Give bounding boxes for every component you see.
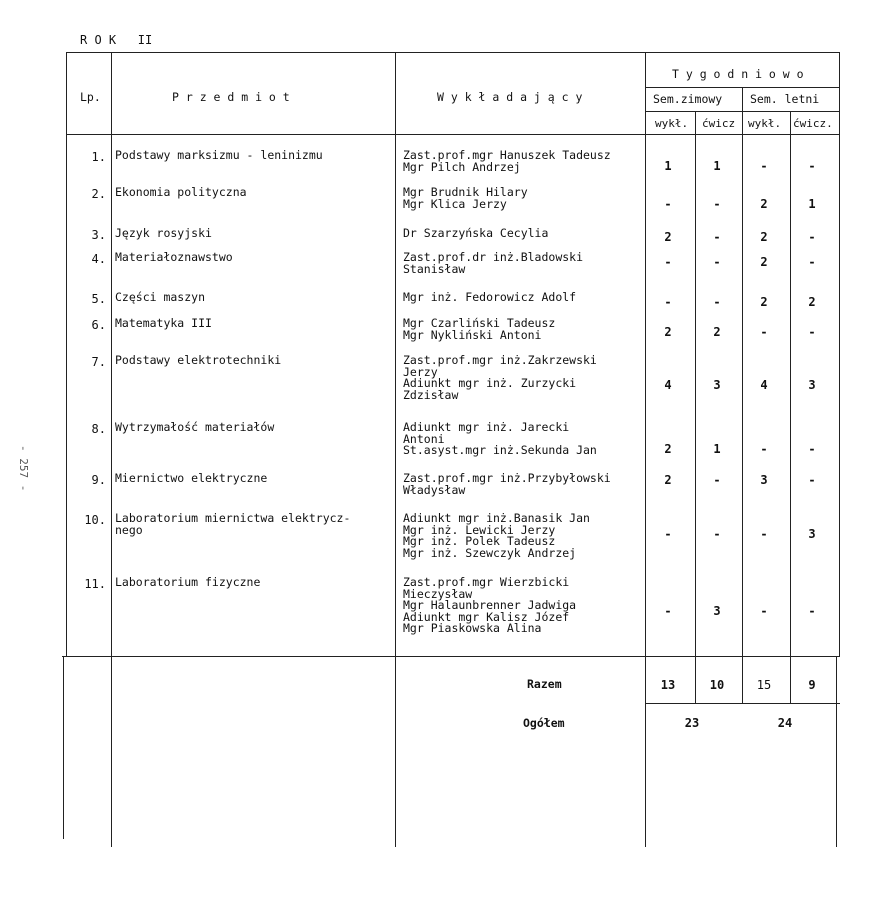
summer-lectures-hours: - (760, 442, 768, 456)
lecturer-name: Mgr Piaskowska Alina (403, 621, 542, 636)
grand-total-summer: 24 (777, 716, 793, 730)
header-summer-exercises: ćwicz. (793, 117, 833, 130)
lecturer-name: Antoni (403, 431, 445, 446)
lecturer-name: Adiunkt mgr Kalisz Józef (403, 609, 570, 624)
col-border-lp (111, 52, 112, 847)
subject-name: Podstawy marksizmu - leninizmu (115, 148, 323, 162)
subject-name: Podstawy elektrotechniki (115, 353, 282, 367)
winter-lectures-hours: 2 (664, 442, 672, 456)
grand-total-label: Ogółem (523, 716, 565, 730)
summer-lectures-hours: 2 (760, 197, 768, 211)
lecturer-name: Mgr Klica Jerzy (403, 196, 507, 211)
total-winter-lectures: 13 (660, 678, 676, 692)
lecturer-name: St.asyst.mgr inż.Sekunda Jan (403, 443, 597, 458)
total-summer-lectures: 15 (756, 678, 772, 692)
lecturer-name: Mgr Nykliński Antoni (403, 327, 542, 342)
summer-lectures-hours: 3 (760, 473, 768, 487)
row-number: 3. (91, 228, 106, 242)
lecturer-name: Zast.prof.mgr Hanuszek Tadeusz (403, 148, 611, 162)
summer-exercises-hours: - (808, 325, 816, 339)
col-border-left (66, 52, 67, 656)
summer-lectures-hours: - (760, 604, 768, 618)
winter-lectures-hours: 2 (664, 473, 672, 487)
subject-name: Matematyka III (115, 316, 212, 330)
total-winter-exercises: 10 (709, 678, 725, 692)
row-number: 8. (91, 422, 106, 436)
summer-exercises-hours: - (808, 442, 816, 456)
subject-name: Materiałoznawstwo (115, 250, 233, 264)
header-summer-lectures: wykł. (748, 117, 782, 130)
col-border-left-lower (63, 656, 64, 839)
subject-name: Język rosyjski (115, 226, 212, 240)
header-winter: Sem.zimowy (653, 92, 723, 106)
row-number: 4. (91, 252, 106, 266)
subject-name: nego (115, 522, 143, 537)
winter-lectures-hours: 4 (664, 378, 672, 392)
col-border-subject (395, 52, 396, 847)
lecturer-name: Władysław (403, 482, 466, 497)
winter-lectures-hours: - (664, 197, 672, 211)
table-top-border (66, 52, 840, 53)
summer-exercises-hours: - (808, 159, 816, 173)
winter-lectures-hours: 2 (664, 325, 672, 339)
winter-exercises-hours: 1 (713, 442, 721, 456)
totals-line (645, 703, 840, 704)
summer-lectures-hours: - (760, 159, 768, 173)
page-heading: R O K II (80, 33, 153, 47)
header-summer: Sem. letni (750, 92, 820, 106)
lecturer-name: Mgr inż. Polek Tadeusz (403, 534, 556, 549)
winter-exercises-hours: - (713, 295, 721, 309)
winter-exercises-hours: - (713, 230, 721, 244)
total-summer-exercises: 9 (808, 678, 816, 692)
summer-lectures-hours: 2 (760, 230, 768, 244)
summer-exercises-hours: - (808, 473, 816, 487)
lecturer-name: Adiunkt mgr inż.Banasik Jan (403, 511, 590, 525)
row-number: 2. (91, 187, 106, 201)
header-winter-lectures: wykł. (655, 117, 689, 130)
summer-exercises-hours: 1 (808, 197, 816, 211)
lecturer-name: Mgr Pilch Andrzej (403, 159, 521, 174)
lecturer-name: Mgr inż. Szewczyk Andrzej (403, 545, 577, 560)
winter-exercises-hours: 2 (713, 325, 721, 339)
lecturer-name: Zast.prof.mgr inż.Przybyłowski (403, 471, 611, 485)
lecturer-name: Dr Szarzyńska Cecylia (403, 226, 549, 240)
lecturer-name: Mieczysław (403, 586, 473, 601)
subject-name: Ekonomia polityczna (115, 185, 247, 199)
subject-name: Części maszyn (115, 290, 206, 304)
summer-lectures-hours: - (760, 527, 768, 541)
subject-name: Laboratorium fizyczne (115, 575, 261, 589)
row-number: 11. (84, 577, 106, 591)
summer-lectures-hours: 4 (760, 378, 768, 392)
winter-lectures-hours: 1 (664, 159, 672, 173)
winter-lectures-hours: - (664, 527, 672, 541)
winter-exercises-hours: 3 (713, 604, 721, 618)
lecturer-name: Adiunkt mgr inż. Zurzycki (403, 376, 577, 391)
summer-lectures-hours: 2 (760, 295, 768, 309)
lecturer-name: Jerzy (403, 364, 438, 379)
col-border-right (839, 52, 840, 656)
header-lecturers: W y k ł a d a j ą c y (437, 90, 583, 104)
subject-name: Wytrzymałość materiałów (115, 420, 275, 434)
row-number: 7. (91, 355, 106, 369)
lecturer-name: Mgr Brudnik Hilary (403, 185, 528, 199)
lecturer-name: Mgr inż. Fedorowicz Adolf (403, 290, 577, 304)
winter-exercises-hours: - (713, 197, 721, 211)
col-border-right-lower (836, 656, 837, 847)
summer-exercises-hours: - (808, 255, 816, 269)
subject-name: Miernictwo elektryczne (115, 471, 268, 485)
summer-exercises-hours: 3 (808, 527, 816, 541)
lecturer-name: Mgr inż. Lewicki Jerzy (403, 522, 556, 537)
row-number: 9. (91, 473, 106, 487)
header-winter-exercises: ćwicz (702, 117, 736, 130)
lecturer-name: Mgr Halaunbrenner Jadwiga (403, 598, 577, 613)
row-number: 1. (91, 150, 106, 164)
body-bottom-border (62, 656, 840, 657)
summer-exercises-hours: 3 (808, 378, 816, 392)
totals-label: Razem (527, 677, 562, 691)
summer-exercises-hours: 2 (808, 295, 816, 309)
winter-exercises-hours: 3 (713, 378, 721, 392)
lecturer-name: Zdzisław (403, 387, 459, 402)
header-weekly: T y g o d n i o w o (672, 67, 804, 81)
lecturer-name: Zast.prof.mgr Wierzbicki (403, 575, 570, 589)
winter-lectures-hours: - (664, 255, 672, 269)
winter-exercises-hours: - (713, 473, 721, 487)
winter-lectures-hours: 2 (664, 230, 672, 244)
lecturer-name: Adiunkt mgr inż. Jarecki (403, 420, 570, 434)
lecturer-name: Zast.prof.mgr inż.Zakrzewski (403, 353, 597, 367)
summer-lectures-hours: - (760, 325, 768, 339)
header-subject: P r z e d m i o t (172, 90, 290, 104)
header-lp: Lp. (80, 90, 101, 104)
row-number: 10. (84, 513, 106, 527)
winter-exercises-hours: - (713, 527, 721, 541)
lecturer-name: Mgr Czarliński Tadeusz (403, 316, 556, 330)
grand-total-winter: 23 (684, 716, 700, 730)
summer-exercises-hours: - (808, 604, 816, 618)
winter-lectures-hours: - (664, 295, 672, 309)
subject-name: Laboratorium miernictwa elektrycz- (115, 511, 351, 525)
col-border-lecturers (645, 52, 646, 847)
lecturer-name: Stanisław (403, 261, 466, 276)
header-bottom-border (66, 134, 840, 135)
summer-lectures-hours: 2 (760, 255, 768, 269)
lecturer-name: Zast.prof.dr inż.Bladowski (403, 250, 584, 264)
winter-exercises-hours: 1 (713, 159, 721, 173)
page-number-margin: - 257 - (17, 445, 30, 492)
winter-exercises-hours: - (713, 255, 721, 269)
row-number: 5. (91, 292, 106, 306)
summer-exercises-hours: - (808, 230, 816, 244)
row-number: 6. (91, 318, 106, 332)
winter-lectures-hours: - (664, 604, 672, 618)
